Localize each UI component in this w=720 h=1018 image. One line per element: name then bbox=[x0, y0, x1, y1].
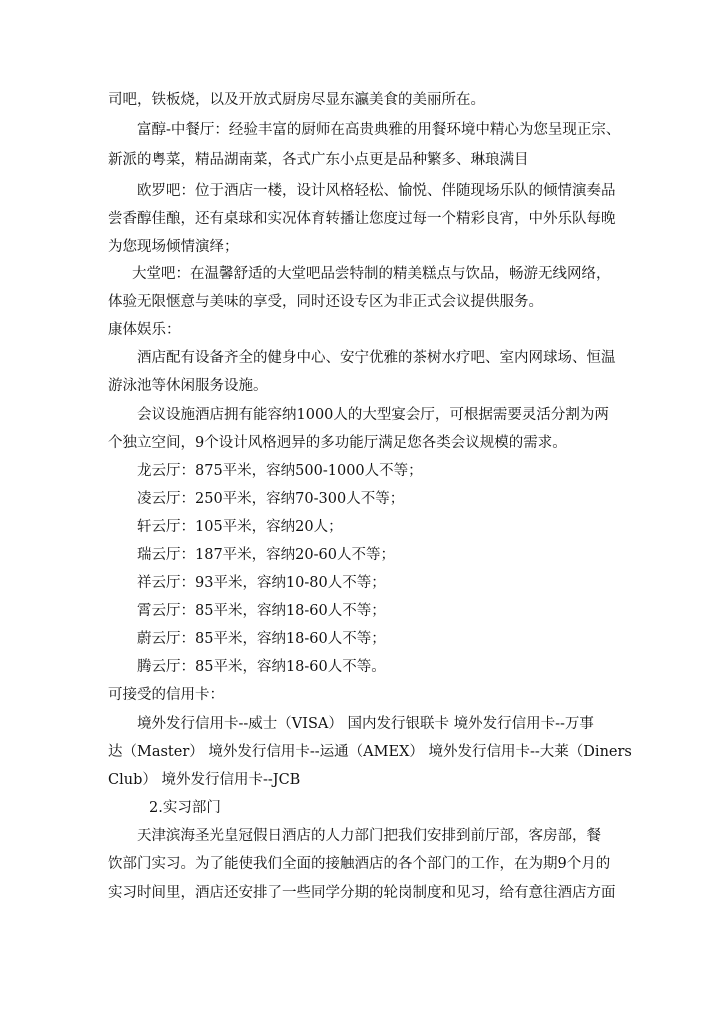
text-line: 游泳池等休闲服务设施。 bbox=[108, 378, 268, 394]
hall-list-item: 腾云厅：85平米，容纳18-60人不等。 bbox=[137, 659, 386, 675]
section-heading: 2.实习部门 bbox=[149, 800, 221, 816]
text-line: 会议设施酒店拥有能容纳1000人的大型宴会厅，可根据需要灵活分割为两 bbox=[137, 407, 609, 423]
hall-list-item: 龙云厅：875平米，容纳500-1000人不等； bbox=[137, 463, 423, 479]
text-line: 达（Master） 境外发行信用卡--运通（AMEX） 境外发行信用卡--大莱（Diners bbox=[108, 744, 632, 760]
hall-list-item: 轩云厅：105平米，容纳20人； bbox=[137, 519, 343, 535]
text-line: 为您现场倾情演绎； bbox=[108, 239, 239, 255]
text-line: 司吧，铁板烧，以及开放式厨房尽显东瀛美食的美丽所在。 bbox=[108, 92, 485, 108]
text-line: 个独立空间，9个设计风格迥异的多功能厅满足您各类会议规模的需求。 bbox=[108, 435, 567, 451]
hall-list-item: 凌云厅：250平米，容纳70-300人不等； bbox=[137, 491, 405, 507]
text-line: 天津滨海圣光皇冠假日酒店的人力部门把我们安排到前厅部，客房部，餐 bbox=[137, 828, 601, 844]
text-line: Club） 境外发行信用卡--JCB bbox=[108, 772, 301, 788]
text-line: 酒店配有设备齐全的健身中心、安宁优雅的茶树水疗吧、室内网球场、恒温 bbox=[137, 350, 616, 366]
text-line: 欧罗吧：位于酒店一楼，设计风格轻松、愉悦、伴随现场乐队的倾情演奏品 bbox=[137, 183, 616, 199]
section-heading: 康体娱乐： bbox=[108, 322, 181, 338]
text-line: 新派的粤菜，精品湖南菜，各式广东小点更是品种繁多、琳琅满目 bbox=[108, 152, 529, 168]
hall-list-item: 霄云厅：85平米，容纳18-60人不等； bbox=[137, 603, 386, 619]
text-line: 富醇-中餐厅：经验丰富的厨师在高贵典雅的用餐环境中精心为您呈现正宗、 bbox=[137, 122, 621, 138]
hall-list-item: 祥云厅：93平米，容纳10-80人不等； bbox=[137, 575, 386, 591]
hall-list-item: 蔚云厅：85平米，容纳18-60人不等； bbox=[137, 631, 386, 647]
text-line: 实习时间里，酒店还安排了一些同学分期的轮岗制度和见习，给有意往酒店方面 bbox=[108, 885, 616, 901]
text-line: 饮部门实习。为了能使我们全面的接触酒店的各个部门的工作，在为期9个月的 bbox=[108, 856, 611, 872]
text-line: 境外发行信用卡--威士（VISA） 国内发行银联卡 境外发行信用卡--万事 bbox=[137, 716, 594, 732]
hall-list-item: 瑞云厅：187平米，容纳20-60人不等； bbox=[137, 547, 395, 563]
text-line: 尝香醇佳酿，还有桌球和实况体育转播让您度过每一个精彩良宵，中外乐队每晚 bbox=[108, 211, 616, 227]
section-heading: 可接受的信用卡： bbox=[108, 687, 224, 703]
text-line: 大堂吧：在温馨舒适的大堂吧品尝特制的精美糕点与饮品，畅游无线网络， bbox=[132, 266, 611, 282]
text-line: 体验无限惬意与美味的享受，同时还设专区为非正式会议提供服务。 bbox=[108, 294, 543, 310]
